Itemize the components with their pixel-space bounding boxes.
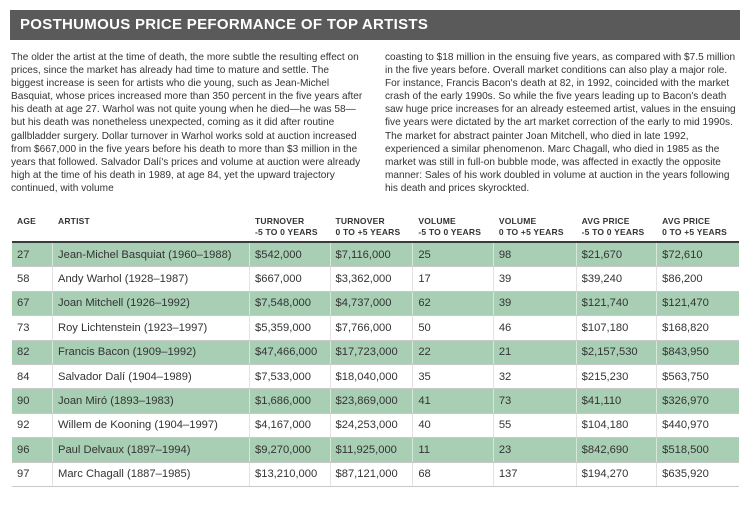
volume-after-cell: 55	[493, 413, 576, 437]
avgprice-after-cell: $168,820	[657, 316, 739, 340]
age-cell: 92	[12, 413, 53, 437]
table-row	[12, 462, 739, 486]
header-artist	[53, 212, 250, 242]
age-cell: 73	[12, 316, 53, 340]
turnover-before-cell: $542,000	[250, 242, 331, 267]
avgprice-before-cell: $21,670	[576, 242, 657, 267]
header-turnover-after	[330, 212, 413, 242]
header-line2: 0 TO +5 YEARS	[662, 227, 728, 237]
turnover-after-cell: $24,253,000	[330, 413, 413, 437]
avgprice-after-cell: $843,950	[657, 340, 739, 364]
header-line2: -5 TO 0 YEARS	[255, 227, 318, 237]
avgprice-before-cell: $104,180	[576, 413, 657, 437]
age-cell: 67	[12, 291, 53, 315]
volume-after-cell: 23	[493, 438, 576, 462]
age-cell: 97	[12, 462, 53, 486]
turnover-before-cell: $47,466,000	[250, 340, 331, 364]
volume-after-cell: 32	[493, 364, 576, 388]
artist-cell: Jean-Michel Basquiat (1960–1988)	[53, 242, 250, 267]
avgprice-after-cell: $440,970	[657, 413, 739, 437]
header-line2: 0 TO +5 YEARS	[335, 227, 401, 237]
intro-column-right: coasting to $18 million in the ensuing five years, as compared with $7.5 million in the five years before. Overall market conditions can also play a major role. For instance, Francis Bacon's death at 82, in 1992, coincided with the market crash of the early 1990s. So while the five years leading up to Bacon's death saw huge price increases for an already esteemed artist, values in the ensuing five years were dictated by the art market correction of the early to mid 1990s. The market for abstract painter Joan Mitchell, who died in late 1992, experienced a similar phenomenon. Marc Chagall, who died in 1985 as the market was still in full-on bubble mode, was affected in exactly the opposite manner: Sales of his work doubled in volume at auction in the years following his death and prices skyrockted.	[385, 52, 736, 194]
avgprice-after-cell: $563,750	[657, 364, 739, 388]
avgprice-before-cell: $194,270	[576, 462, 657, 486]
age-cell: 96	[12, 438, 53, 462]
turnover-after-cell: $7,766,000	[330, 316, 413, 340]
age-cell: 58	[12, 267, 53, 291]
artist-cell: Willem de Kooning (1904–1997)	[53, 413, 250, 437]
artist-cell: Francis Bacon (1909–1992)	[53, 340, 250, 364]
header-age	[12, 212, 53, 242]
volume-after-cell: 39	[493, 267, 576, 291]
age-cell: 27	[12, 242, 53, 267]
avgprice-before-cell: $39,240	[576, 267, 657, 291]
volume-before-cell: 62	[413, 291, 494, 315]
volume-before-cell: 68	[413, 462, 494, 486]
turnover-before-cell: $5,359,000	[250, 316, 331, 340]
header-volume-after	[493, 212, 576, 242]
turnover-before-cell: $1,686,000	[250, 389, 331, 413]
table-header-row	[12, 212, 739, 242]
turnover-after-cell: $18,040,000	[330, 364, 413, 388]
header-turnover-before	[250, 212, 331, 242]
intro-text	[11, 51, 739, 194]
turnover-after-cell: $23,869,000	[330, 389, 413, 413]
avgprice-after-cell: $326,970	[657, 389, 739, 413]
volume-after-cell: 46	[493, 316, 576, 340]
artist-cell: Paul Delvaux (1897–1994)	[53, 438, 250, 462]
turnover-after-cell: $17,723,000	[330, 340, 413, 364]
turnover-before-cell: $7,533,000	[250, 364, 331, 388]
avgprice-before-cell: $107,180	[576, 316, 657, 340]
avgprice-after-cell: $121,470	[657, 291, 739, 315]
volume-before-cell: 35	[413, 364, 494, 388]
turnover-before-cell: $7,548,000	[250, 291, 331, 315]
table-row	[12, 438, 739, 462]
table-row	[12, 389, 739, 413]
header-age-label: AGE	[17, 216, 37, 226]
artist-cell: Roy Lichtenstein (1923–1997)	[53, 316, 250, 340]
age-cell: 84	[12, 364, 53, 388]
turnover-after-cell: $4,737,000	[330, 291, 413, 315]
table-row	[12, 291, 739, 315]
table-row	[12, 340, 739, 364]
header-line1: AVG PRICE	[662, 216, 711, 226]
header-line1: VOLUME	[498, 216, 537, 226]
header-avgprice-after	[657, 212, 739, 242]
avgprice-after-cell: $86,200	[657, 267, 739, 291]
turnover-after-cell: $87,121,000	[330, 462, 413, 486]
age-cell: 90	[12, 389, 53, 413]
header-line1: AVG PRICE	[581, 216, 630, 226]
turnover-before-cell: $4,167,000	[250, 413, 331, 437]
volume-after-cell: 137	[493, 462, 576, 486]
turnover-before-cell: $13,210,000	[250, 462, 331, 486]
volume-before-cell: 50	[413, 316, 494, 340]
turnover-after-cell: $7,116,000	[330, 242, 413, 267]
artist-cell: Salvador Dalí (1904–1989)	[53, 364, 250, 388]
avgprice-before-cell: $2,157,530	[576, 340, 657, 364]
volume-after-cell: 98	[493, 242, 576, 267]
volume-after-cell: 39	[493, 291, 576, 315]
avgprice-after-cell: $72,610	[657, 242, 739, 267]
avgprice-before-cell: $41,110	[576, 389, 657, 413]
table-row	[12, 242, 739, 267]
header-line2: -5 TO 0 YEARS	[418, 227, 482, 237]
page-title: POSTHUMOUS PRICE PEFORMANCE OF TOP ARTISTS	[10, 10, 740, 40]
table-row	[12, 267, 739, 291]
table-body	[12, 242, 739, 486]
avgprice-before-cell: $121,740	[576, 291, 657, 315]
header-volume-before	[413, 212, 494, 242]
volume-before-cell: 41	[413, 389, 494, 413]
table-row	[12, 364, 739, 388]
table-row	[12, 413, 739, 437]
volume-after-cell: 21	[493, 340, 576, 364]
avgprice-before-cell: $842,690	[576, 438, 657, 462]
volume-before-cell: 40	[413, 413, 494, 437]
turnover-after-cell: $11,925,000	[330, 438, 413, 462]
header-line1: TURNOVER	[335, 216, 385, 226]
artist-price-table	[12, 212, 739, 487]
artist-cell: Joan Mitchell (1926–1992)	[53, 291, 250, 315]
intro-column-left: The older the artist at the time of death, the more subtle the resulting effect on prices, since the market has already had time to mature and settle. The biggest increase is seen for artists who die young, such as Jean-Michel Basquiat, whose prices increased more than 350 percent in the five years after his death at age 27. Warhol was not quite young when he died—he was 58—but his death was nonetheless unexpected, coming as it did after routine gallbladder surgery. Dollar turnover in Warhol works sold at auction increased from $667,000 in the five years before his death to more than $3 million in the years that followed. Salvador Dalí's prices and volume at auction were already high at the time of his death in 1989, at age 84, yet the upward trajectory continued, with volume	[11, 52, 363, 194]
volume-before-cell: 11	[413, 438, 494, 462]
turnover-before-cell: $9,270,000	[250, 438, 331, 462]
header-line1: VOLUME	[418, 216, 456, 226]
turnover-before-cell: $667,000	[250, 267, 331, 291]
avgprice-after-cell: $518,500	[657, 438, 739, 462]
volume-before-cell: 25	[413, 242, 494, 267]
turnover-after-cell: $3,362,000	[330, 267, 413, 291]
artist-cell: Marc Chagall (1887–1985)	[53, 462, 250, 486]
header-line1: TURNOVER	[255, 216, 305, 226]
header-avgprice-before	[576, 212, 657, 242]
header-line2: -5 TO 0 YEARS	[581, 227, 645, 237]
avgprice-after-cell: $635,920	[657, 462, 739, 486]
age-cell: 82	[12, 340, 53, 364]
header-line2: 0 TO +5 YEARS	[498, 227, 564, 237]
header-artist-label: ARTIST	[58, 216, 90, 226]
avgprice-before-cell: $215,230	[576, 364, 657, 388]
volume-after-cell: 73	[493, 389, 576, 413]
artist-cell: Andy Warhol (1928–1987)	[53, 267, 250, 291]
artist-cell: Joan Miró (1893–1983)	[53, 389, 250, 413]
volume-before-cell: 17	[413, 267, 494, 291]
table-row	[12, 316, 739, 340]
volume-before-cell: 22	[413, 340, 494, 364]
